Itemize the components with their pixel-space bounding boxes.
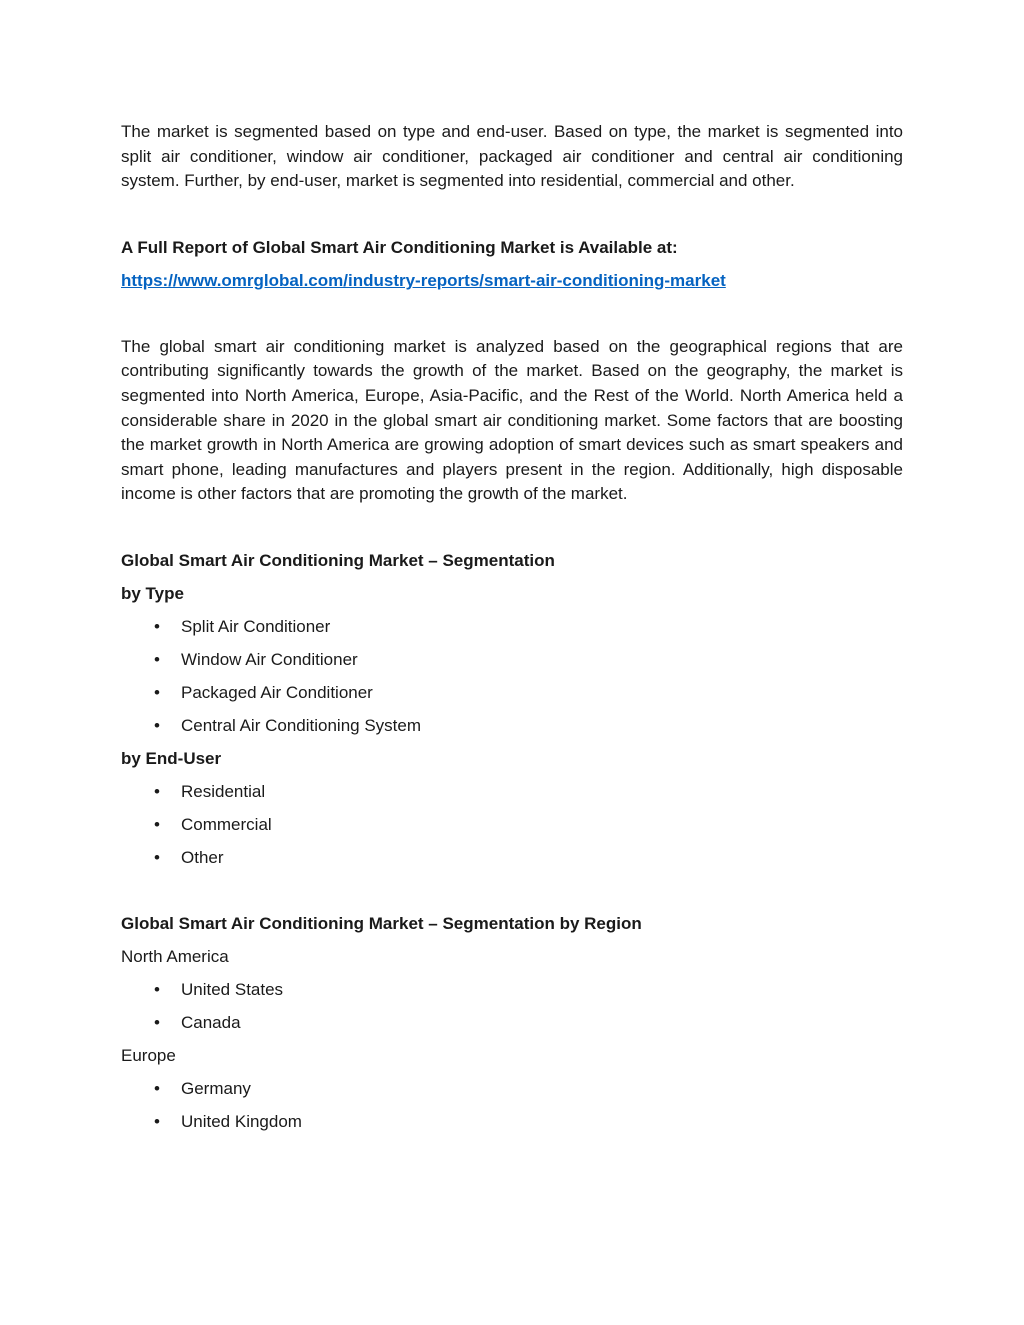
bullet-icon: • <box>154 715 160 735</box>
list-item: • Packaged Air Conditioner <box>121 681 903 705</box>
bullet-icon: • <box>154 1111 160 1131</box>
list-item: • Germany <box>121 1077 903 1101</box>
segmentation-heading: Global Smart Air Conditioning Market – Segmentation <box>121 550 555 570</box>
bullet-icon: • <box>154 1078 160 1098</box>
intro-paragraph: The market is segmented based on type and end-user. Based on type, the market is segmented into split air conditioner, window air conditioner, packaged air conditioner and central air conditioning system. Further, by end-user, market is segmented into residential, commercial and other. <box>121 122 903 191</box>
report-heading: A Full Report of Global Smart Air Conditioning Market is Available at: <box>121 237 678 257</box>
by-type-heading: by Type <box>121 583 184 603</box>
list-item: • Central Air Conditioning System <box>121 714 903 738</box>
by-type-list <box>121 615 903 738</box>
bullet-icon: • <box>154 847 160 867</box>
list-item: • Window Air Conditioner <box>121 648 903 672</box>
list-item: • United States <box>121 978 903 1002</box>
europe-heading: Europe <box>121 1045 176 1065</box>
by-end-user-heading: by End-User <box>121 748 222 768</box>
bullet-icon: • <box>154 814 160 834</box>
bullet-icon: • <box>154 781 160 801</box>
bullet-icon: • <box>154 616 160 636</box>
list-item: • Other <box>121 846 903 870</box>
list-item: • Residential <box>121 780 903 804</box>
by-end-user-list <box>121 780 903 870</box>
bullet-icon: • <box>154 682 160 702</box>
document-page <box>121 120 903 1134</box>
bullet-icon: • <box>154 649 160 669</box>
europe-list <box>121 1077 903 1134</box>
list-item: • United Kingdom <box>121 1110 903 1134</box>
report-link[interactable]: https://www.omrglobal.com/industry-reports/smart-air-conditioning-market <box>121 270 726 290</box>
north-america-list <box>121 978 903 1035</box>
north-america-heading: North America <box>121 946 229 966</box>
bullet-icon: • <box>154 979 160 999</box>
list-item: • Commercial <box>121 813 903 837</box>
geography-paragraph: The global smart air conditioning market is analyzed based on the geographical regions that are contributing significantly towards the growth of the market. Based on the geography, the market is segmented into North America, Europe, Asia-Pacific, and the Rest of the World. North America held a considerable share in 2020 in the global smart air conditioning market. Some factors that are boosting the market growth in North America are growing adoption of smart devices such as smart speakers and smart phone, leading manufactures and players present in the region. Additionally, high disposable income is other factors that are promoting the growth of the market. <box>121 336 903 504</box>
region-segmentation-heading: Global Smart Air Conditioning Market – Segmentation by Region <box>121 913 642 933</box>
list-item: • Canada <box>121 1011 903 1035</box>
list-item: • Split Air Conditioner <box>121 615 903 639</box>
bullet-icon: • <box>154 1012 160 1032</box>
